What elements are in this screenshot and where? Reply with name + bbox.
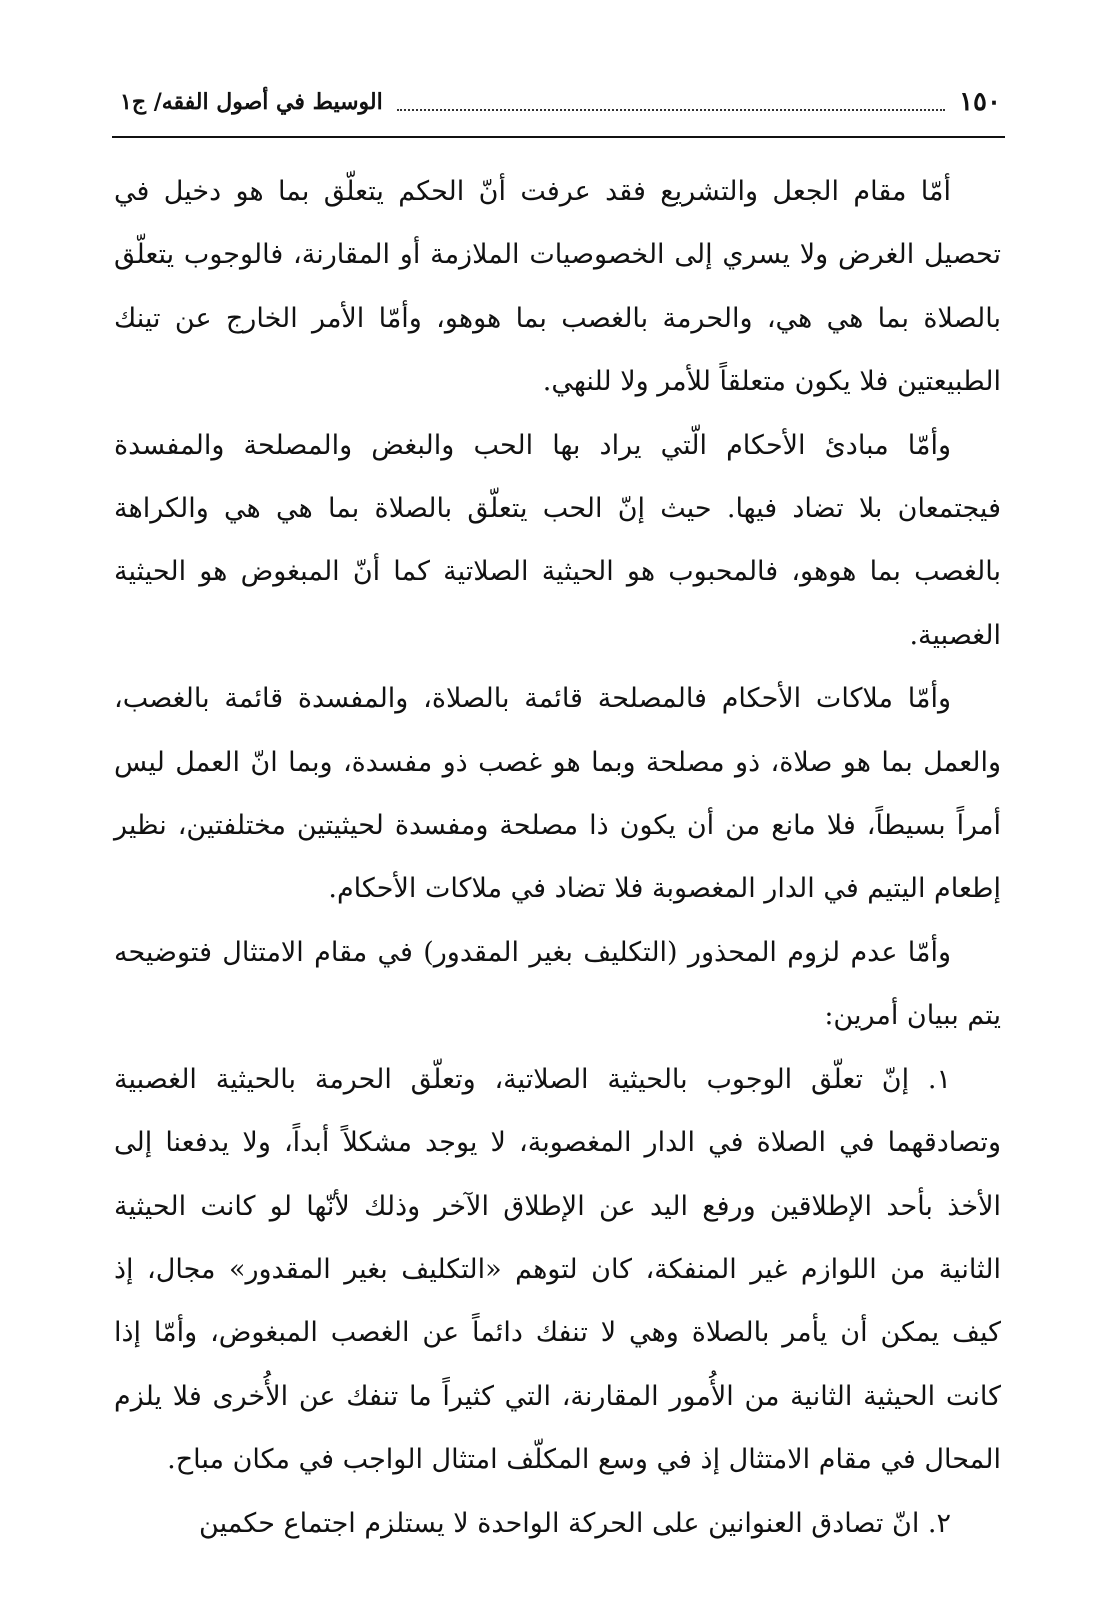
book-title: الوسيط في أصول الفقه/ ج١ (120, 89, 383, 115)
paragraph-point-one: ١. إنّ تعلّق الوجوب بالحيثية الصلاتية، وتعلّق الحرمة بالحيثية الغصبية وتصادقهما في الصلاة في الدار المغصوبة، لا يوجد مشكلاً أبداً، ولا يدفعنا إلى الأخذ بأحد الإطلاقين ورفع اليد عن الإطلاق الآخر وذلك لأنّها لو كانت الحيثية الثانية من اللوازم غير المنفكة، كان لتوهم «التكليف بغير المقدور» مجال، إذ كيف يمكن أن يأمر بالصلاة وهي لا تنفك دائماً عن الغصب المبغوض، وأمّا إذا كانت الحيثية الثانية من الأُمور المقارنة، التي كثيراً ما تنفك عن الأُخرى فلا يلزم المحال في مقام الامتثال إذ في وسع المكلّف امتثال الواجب في مكان مباح. (114, 1063, 1001, 1476)
paragraph-criteria: وأمّا ملاكات الأحكام فالمصلحة قائمة بالصلاة، والمفسدة قائمة بالغصب، والعمل بما هو صلاة، ذو مصلحة وبما هو غصب ذو مفسدة، وبما انّ العمل ليس أمراً بسيطاً، فلا مانع من أن يكون ذا مصلحة ومفسدة لحيثيتين مختلفتين، نظير إطعام اليتيم في الدار المغصوبة فلا تضاد في ملاكات الأحكام. (114, 683, 1002, 905)
dotted-leader (397, 109, 945, 111)
paragraph-main-ruling: أمّا مقام الجعل والتشريع فقد عرفت أنّ الحكم يتعلّق بما هو دخيل في تحصيل الغرض ولا يسري إلى الخصوصيات الملازمة أو المقارنة، فالوجوب يتعلّق بالصلاة بما هي هي، والحرمة بالغصب بما هوهو، وأمّا الأمر الخارج عن تينك الطبيعتين فلا يكون متعلقاً للأمر ولا للنهي. (114, 176, 1001, 398)
paragraph-point-two: ٢. انّ تصادق العنوانين على الحركة الواحدة لا يستلزم اجتماع حكمين (199, 1507, 951, 1539)
paragraph-compliance: وأمّا عدم لزوم المحذور (التكليف بغير المقدور) في مقام الامتثال فتوضيحه يتم ببيان أمرين: (114, 936, 1001, 1032)
paragraph-principles: وأمّا مبادئ الأحكام الّتي يراد بها الحب والبغض والمصلحة والمفسدة فيجتمعان بلا تضاد فيها. حيث إنّ الحب يتعلّق بالصلاة بما هي هي والكراهة بالغصب بما هوهو، فالمحبوب هو الحيثية الصلاتية كما أنّ المبغوض هو الحيثية الغصبية. (114, 429, 1001, 651)
header-rule (112, 136, 1005, 138)
body-text (114, 160, 1001, 1555)
page-number: ١٥٠ (959, 87, 1001, 117)
running-header (120, 82, 1001, 122)
